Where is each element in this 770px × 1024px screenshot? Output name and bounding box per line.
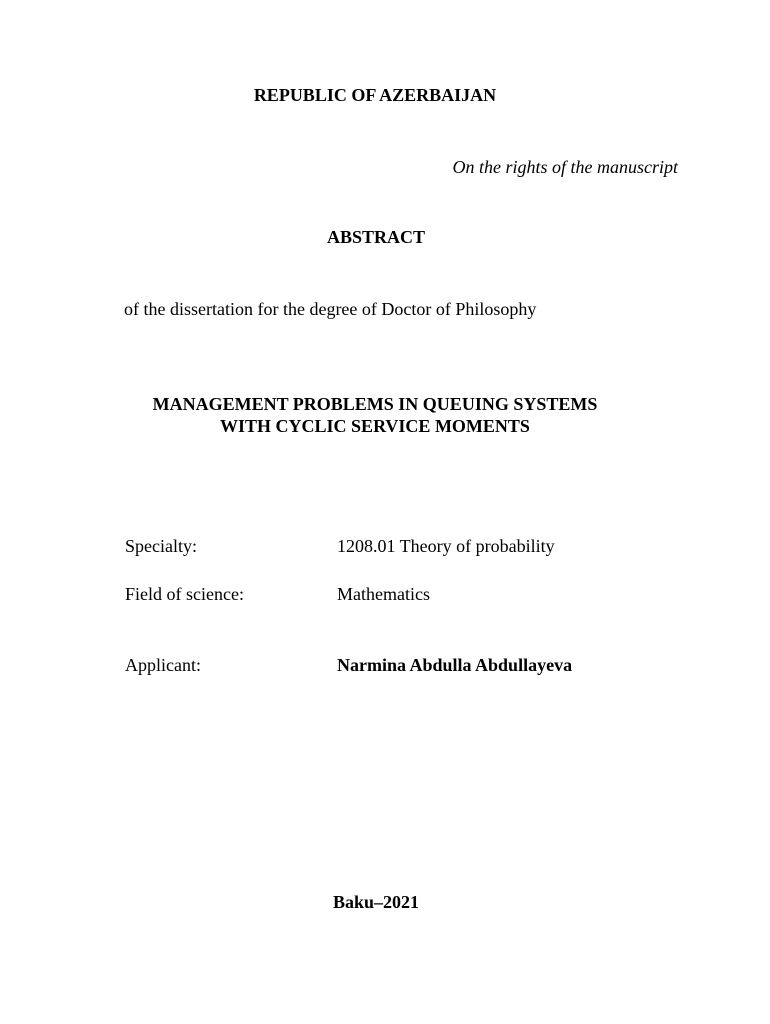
specialty-label: Specialty:	[125, 536, 197, 556]
applicant-label: Applicant:	[125, 655, 201, 675]
country-heading: REPUBLIC OF AZERBAIJAN	[253, 85, 497, 105]
dissertation-title	[0, 393, 750, 437]
applicant-value: Narmina Abdulla Abdullayeva	[337, 655, 573, 675]
document-type-heading: ABSTRACT	[326, 227, 426, 247]
dissertation-title-line-1: MANAGEMENT PROBLEMS IN QUEUING SYSTEMS	[152, 394, 598, 414]
manuscript-note: On the rights of the manuscript	[452, 157, 678, 177]
place-year: Baku–2021	[332, 892, 420, 912]
dissertation-title-line-2: WITH CYCLIC SERVICE MOMENTS	[220, 416, 530, 436]
field-label: Field of science:	[125, 584, 244, 604]
degree-line: of the dissertation for the degree of Doctor of Philosophy	[124, 299, 537, 319]
field-value: Mathematics	[337, 584, 430, 604]
specialty-value: 1208.01 Theory of probability	[337, 536, 555, 556]
